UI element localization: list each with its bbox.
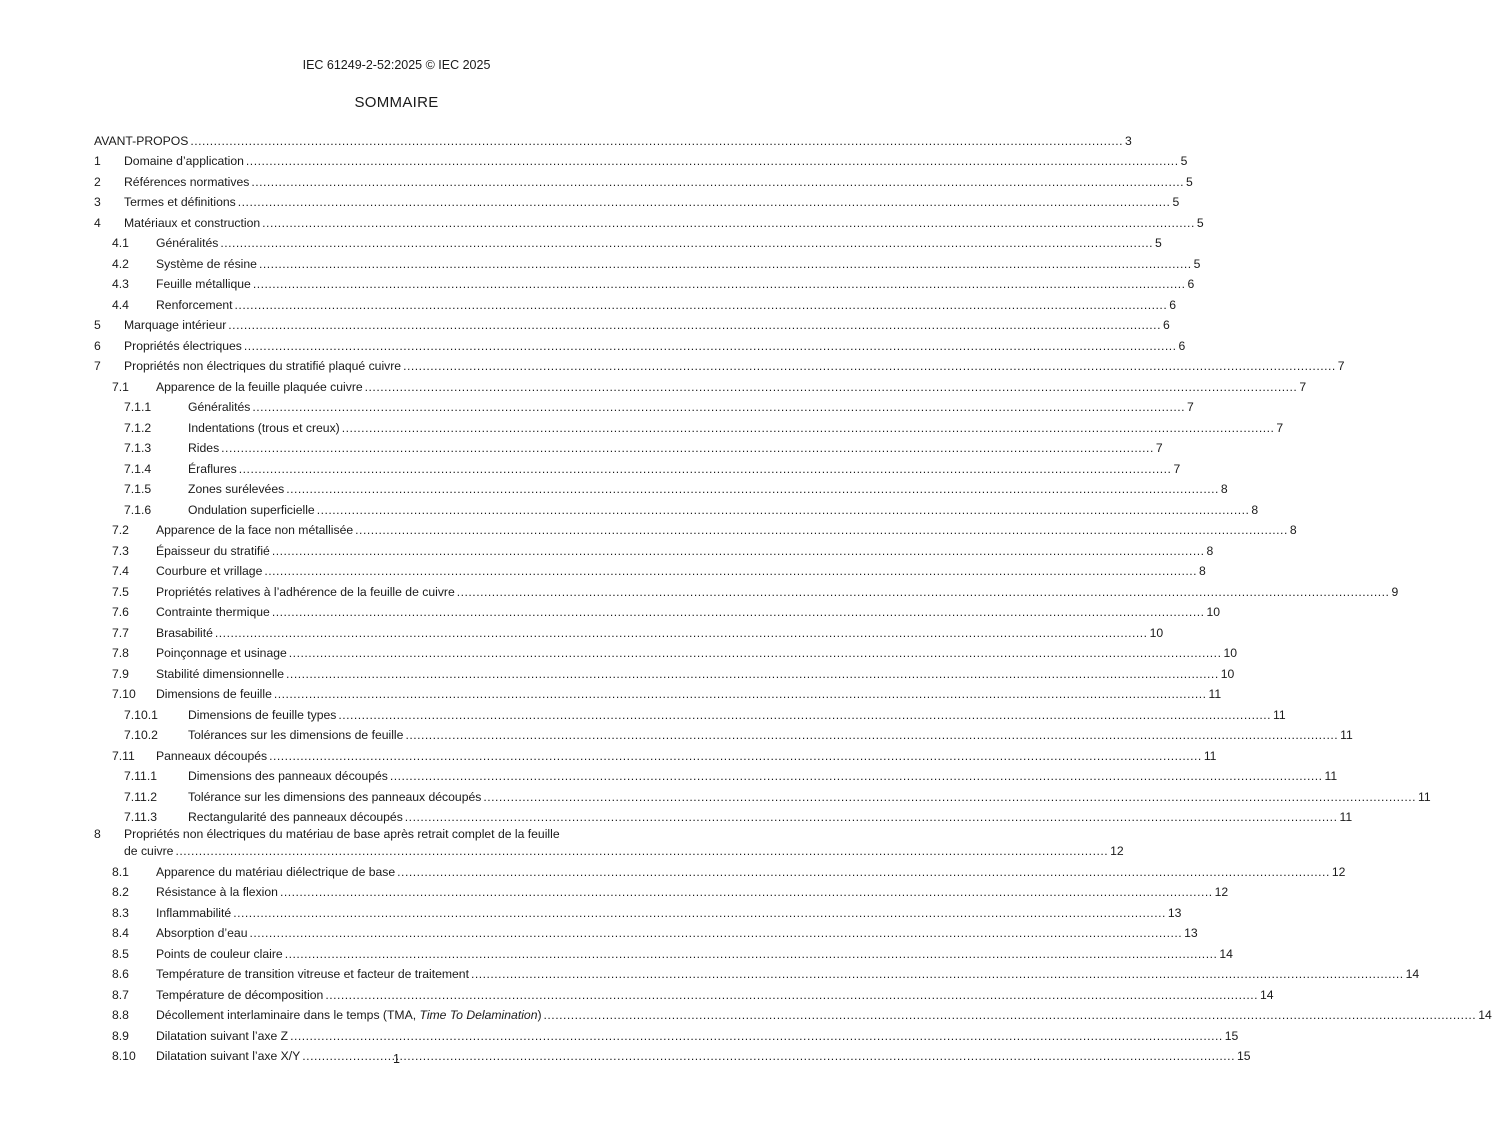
- toc-leader-dots: [253, 277, 1186, 291]
- toc-page-number: 3: [1125, 133, 1132, 148]
- toc-entry[interactable]: [94, 920, 1198, 941]
- toc-page-number: 15: [1224, 1028, 1239, 1043]
- toc-entry[interactable]: [94, 940, 1233, 961]
- toc-entry-number: 8.4: [112, 926, 129, 940]
- toc-entry[interactable]: [94, 189, 1180, 210]
- toc-leader-dots: [365, 380, 1298, 394]
- toc-page-number: 12: [1331, 864, 1346, 879]
- toc-entry[interactable]: [94, 373, 1307, 394]
- toc-entry-text: Température de transition vitreuse et facteur de traitement: [156, 967, 469, 981]
- toc-entry-text-italic: Time To Delamination: [419, 1008, 538, 1022]
- toc-entry[interactable]: [94, 414, 1284, 435]
- toc-section-main: [94, 127, 1431, 824]
- toc-entry-number: 7.7: [112, 625, 129, 640]
- toc-page-number: 11: [1324, 769, 1338, 783]
- toc-entry-text: Marquage intérieur: [124, 318, 227, 332]
- toc-leader-dots: [190, 134, 1123, 148]
- toc-entry-text: Zones surélevées: [188, 482, 285, 496]
- toc-entry-text: Propriétés relatives à l’adhérence de la feuille de cuivre: [156, 584, 455, 599]
- toc-leader-dots: [272, 605, 1205, 619]
- toc-entry-text: Éraflures: [188, 461, 237, 476]
- toc-entry-text: Poinçonnage et usinage: [156, 646, 287, 660]
- toc-entry-number: 6: [94, 338, 101, 353]
- toc-entry[interactable]: [94, 353, 1345, 374]
- toc-entry-text: Courbure et vrillage: [156, 564, 263, 578]
- toc-entry[interactable]: [94, 127, 1132, 148]
- toc-entry-text: Renforcement: [156, 297, 233, 312]
- toc-leader-dots: [338, 708, 1271, 722]
- toc-entry-8-line1: [94, 827, 560, 841]
- toc-entry-number: 7.9: [112, 666, 129, 681]
- toc-leader-dots: [483, 790, 1416, 804]
- toc-entry-text: Généralités: [188, 400, 251, 414]
- toc-leader-dots: [221, 441, 1154, 455]
- toc-leader-dots: [285, 947, 1218, 961]
- toc-leader-dots: [457, 585, 1390, 599]
- toc-entry[interactable]: [94, 496, 1259, 517]
- toc-entry-number: 7.10.1: [124, 707, 158, 722]
- toc-leader-dots: [252, 400, 1185, 414]
- toc-entry-number: 7.11: [112, 748, 135, 763]
- toc-entry-number: 4.3: [112, 277, 129, 291]
- toc-entry-number: 8.10: [112, 1049, 136, 1063]
- toc-leader-dots: [405, 810, 1338, 824]
- toc-entry-number: 8.8: [112, 1008, 129, 1022]
- toc-entry-text: Feuille métallique: [156, 277, 251, 291]
- toc-entry-text: Domaine d’application: [124, 154, 244, 168]
- toc-entry[interactable]: [94, 879, 1229, 900]
- toc-entry[interactable]: [94, 1002, 1492, 1023]
- toc-leader-dots: [342, 421, 1275, 435]
- toc-entry-number: 7.1: [112, 379, 129, 394]
- toc-entry[interactable]: [94, 332, 1186, 353]
- toc-entry[interactable]: [94, 619, 1164, 640]
- page-title: SOMMAIRE: [354, 94, 439, 111]
- toc-entry-text: Tolérances sur les dimensions de feuille: [188, 728, 404, 742]
- toc-page-number: 13: [1167, 905, 1182, 920]
- toc-page-number: 7: [1276, 420, 1284, 435]
- toc-leader-dots: [290, 1029, 1223, 1043]
- toc-entry-text: AVANT-PROPOS: [94, 133, 189, 148]
- toc-leader-dots: [405, 728, 1338, 742]
- toc-page-number: 11: [1208, 687, 1222, 701]
- toc-entry-text: Propriétés non électriques du matériau de base après retrait complet de la feuille: [124, 827, 560, 841]
- toc-page-number: 8: [1199, 564, 1206, 578]
- toc-entry[interactable]: [94, 291, 1176, 312]
- toc-entry[interactable]: [94, 981, 1274, 1002]
- toc-entry-text: Inflammabilité: [156, 905, 232, 920]
- toc-page-number: 12: [1110, 844, 1124, 858]
- toc-section-8: [94, 858, 1492, 1063]
- toc-entry-text: Apparence de la feuille plaquée cuivre: [156, 379, 363, 394]
- toc-leader-dots: [289, 646, 1222, 660]
- toc-leader-dots: [238, 195, 1171, 209]
- toc-page-number: 7: [1173, 461, 1181, 476]
- toc-entry[interactable]: [94, 148, 1188, 169]
- toc-entry-number: 8.9: [112, 1028, 129, 1043]
- toc-page-number: 5: [1155, 236, 1162, 250]
- toc-entry-text: Références normatives: [124, 174, 250, 189]
- toc-page-number: 12: [1214, 885, 1229, 899]
- toc-entry[interactable]: [94, 312, 1170, 333]
- toc-leader-dots: [355, 523, 1288, 537]
- toc-page-number: 5: [1193, 256, 1201, 271]
- toc-entry-text: Dimensions de feuille: [156, 687, 272, 701]
- toc-entry-number: 7.5: [112, 584, 129, 599]
- toc-leader-dots: [215, 626, 1148, 640]
- toc-entry[interactable]: [94, 394, 1194, 415]
- toc-leader-dots: [259, 257, 1192, 271]
- toc-entry[interactable]: [94, 660, 1235, 681]
- toc-entry-number: 7.3: [112, 543, 129, 558]
- toc-entry-number: 7.1.1: [124, 400, 152, 414]
- toc-leader-dots: [249, 926, 1182, 940]
- toc-entry-text: Dimensions de feuille types: [188, 707, 337, 722]
- toc-entry[interactable]: [94, 961, 1420, 982]
- toc-entry[interactable]: [94, 558, 1206, 579]
- toc-entry-number: 7.1.3: [124, 441, 152, 455]
- toc-leader-dots: [244, 339, 1177, 353]
- toc-entry-number: 8.3: [112, 905, 129, 920]
- toc-entry-text: Généralités: [156, 236, 219, 250]
- toc-entry-text-part: ): [537, 1008, 542, 1022]
- toc-leader-dots: [403, 359, 1336, 373]
- toc-leader-dots: [325, 988, 1258, 1002]
- toc-entry[interactable]: [94, 578, 1399, 599]
- toc-entry-text: Dilatation suivant l’axe Z: [156, 1028, 289, 1043]
- toc-page-number: 7: [1299, 379, 1307, 394]
- toc-entry-text: Propriétés électriques: [124, 338, 242, 353]
- toc-page-number: 5: [1196, 215, 1204, 230]
- document-header: IEC 61249-2-52:2025 © IEC 2025: [302, 58, 491, 72]
- toc-entry-text: Épaisseur du stratifié: [156, 543, 270, 558]
- toc-page-number: 6: [1162, 318, 1170, 332]
- toc-leader-dots: [274, 687, 1207, 701]
- toc-entry-number: 8.2: [112, 885, 129, 899]
- toc-entry-text: Propriétés non électriques du stratifié plaqué cuivre: [124, 359, 402, 373]
- toc-page-number: 11: [1203, 748, 1217, 763]
- toc-entry-number: 7.11.3: [124, 810, 157, 824]
- toc-entry[interactable]: [94, 517, 1297, 538]
- toc-entry[interactable]: [94, 640, 1238, 661]
- toc-leader-dots: [269, 749, 1202, 763]
- toc-entry-number: 5: [94, 318, 101, 332]
- toc-entry[interactable]: [94, 271, 1195, 292]
- toc-entry-number: 7.11.2: [124, 789, 157, 804]
- toc-entry-text: Panneaux découpés: [156, 748, 268, 763]
- toc-entry-text: Tolérance sur les dimensions des panneaux découpés: [188, 789, 482, 804]
- toc-page-number: 8: [1206, 543, 1214, 558]
- toc-leader-dots: [235, 298, 1168, 312]
- toc-entry[interactable]: [94, 168, 1193, 189]
- toc-entry-number: 8: [94, 827, 101, 841]
- toc-entry-text: Points de couleur claire: [156, 946, 283, 961]
- toc-entry[interactable]: [94, 1022, 1239, 1043]
- toc-leader-dots: [246, 154, 1179, 168]
- toc-page-number: 7: [1155, 441, 1163, 455]
- toc-entry-text: Indentations (trous et creux): [188, 420, 340, 435]
- toc-entry-text: Température de décomposition: [156, 987, 324, 1002]
- toc-page-number: 10: [1206, 605, 1221, 619]
- toc-entry-text: Apparence de la face non métallisée: [156, 523, 354, 537]
- toc-entry-number: 1: [94, 154, 101, 168]
- toc-entry[interactable]: [94, 701, 1286, 722]
- toc-entry-text: de cuivre: [124, 844, 174, 858]
- toc-page-number: 6: [1178, 338, 1186, 353]
- toc-leader-dots: [262, 216, 1195, 230]
- toc-page-number: 8: [1251, 502, 1259, 517]
- toc-page-number: 11: [1339, 810, 1353, 824]
- toc-entry[interactable]: [94, 476, 1228, 497]
- toc-page-number: 14: [1478, 1008, 1492, 1022]
- toc-entry-number: 7.8: [112, 646, 129, 660]
- toc-page-number: 15: [1236, 1049, 1251, 1063]
- toc-page-number: 6: [1169, 297, 1176, 312]
- toc-leader-dots: [233, 906, 1166, 920]
- toc-entry-number: 4.2: [112, 256, 129, 271]
- toc-entry-number: 7.4: [112, 564, 129, 578]
- toc-entry-number: 7: [94, 359, 101, 373]
- toc-entry[interactable]: [94, 537, 1214, 558]
- toc-page-number: 8: [1220, 482, 1228, 496]
- toc-entry-number: 8.7: [112, 987, 129, 1002]
- toc-entry-text: Rides: [188, 441, 220, 455]
- toc-entry[interactable]: [94, 899, 1182, 920]
- toc-entry-8-line2: [124, 844, 1124, 858]
- toc-page-number: 14: [1260, 987, 1274, 1002]
- toc-entry-number: 7.1.5: [124, 482, 152, 496]
- toc-entry-number: 7.11.1: [124, 769, 157, 783]
- toc-page-number: 5: [1186, 174, 1193, 189]
- toc-leader-dots: [251, 175, 1184, 189]
- toc-leader-dots: [544, 1008, 1477, 1022]
- toc-entry-text: Matériaux et construction: [124, 215, 261, 230]
- toc-entry[interactable]: [94, 742, 1217, 763]
- toc-entry-number: 7.1.2: [124, 420, 152, 435]
- toc-entry[interactable]: [94, 783, 1431, 804]
- toc-entry[interactable]: [94, 722, 1353, 743]
- toc-entry-text: Dimensions des panneaux découpés: [188, 769, 388, 783]
- toc-entry-text: Termes et définitions: [124, 195, 236, 209]
- toc-page-number: 14: [1405, 967, 1420, 981]
- toc-page-number: 10: [1220, 666, 1235, 681]
- toc-page-number: 10: [1223, 646, 1238, 660]
- toc-entry-number: 8.6: [112, 967, 129, 981]
- toc-entry-number: 4.4: [112, 297, 129, 312]
- toc-page-number: 14: [1219, 946, 1233, 961]
- toc-page-number: 11: [1340, 728, 1353, 742]
- toc-entry-number: 4: [94, 215, 101, 230]
- toc-page-number: 7: [1337, 359, 1345, 373]
- toc-entry-text: Stabilité dimensionnelle: [156, 666, 285, 681]
- toc-entry[interactable]: [94, 763, 1338, 784]
- toc-leader-dots: [272, 544, 1205, 558]
- toc-entry-number: 7.6: [112, 605, 129, 619]
- toc-leader-dots: [239, 462, 1172, 476]
- toc-entry-text: Contrainte thermique: [156, 605, 270, 619]
- toc-entry-text: [156, 1008, 542, 1022]
- toc-entry-text: Système de résine: [156, 256, 257, 271]
- toc-entry-8[interactable]: [94, 824, 1124, 858]
- toc-page-number: 11: [1273, 707, 1286, 722]
- toc-entry-text: Absorption d’eau: [156, 926, 248, 940]
- toc-leader-dots: [390, 769, 1323, 783]
- toc-entry[interactable]: [94, 455, 1181, 476]
- toc-leader-dots: [280, 885, 1213, 899]
- toc-page-number: 10: [1149, 625, 1164, 640]
- toc-entry-number: 7.1.4: [124, 461, 152, 476]
- toc-entry[interactable]: [94, 435, 1163, 456]
- toc-entry[interactable]: [94, 250, 1201, 271]
- toc-page-number: 8: [1289, 523, 1297, 537]
- toc-entry-text: Ondulation superficielle: [188, 502, 315, 517]
- toc-entry[interactable]: [94, 209, 1204, 230]
- toc-page-number: 5: [1172, 195, 1180, 209]
- toc-entry-number: 4.1: [112, 236, 129, 250]
- toc-entry-text: Brasabilité: [156, 625, 213, 640]
- toc-entry-text: Dilatation suivant l’axe X/Y: [156, 1049, 301, 1063]
- toc-entry[interactable]: [94, 681, 1222, 702]
- toc-page-number: 9: [1391, 584, 1399, 599]
- toc-entry[interactable]: [94, 804, 1353, 825]
- toc-entry[interactable]: [94, 858, 1346, 879]
- toc-entry-text-part: Décollement interlaminaire dans le temps (TMA,: [156, 1008, 420, 1022]
- toc-leader-dots: [286, 667, 1219, 681]
- toc-leader-dots: [228, 318, 1161, 332]
- toc-leader-dots: [175, 844, 1108, 858]
- page-number: 1: [393, 1052, 400, 1066]
- toc-entry-text: Apparence du matériau diélectrique de base: [156, 864, 396, 879]
- toc-entry-text: Rectangularité des panneaux découpés: [188, 810, 403, 824]
- toc-leader-dots: [286, 482, 1219, 496]
- toc-page-number: 13: [1184, 926, 1198, 940]
- toc-leader-dots: [264, 564, 1197, 578]
- toc-entry[interactable]: [94, 230, 1162, 251]
- toc-entry-number: 7.1.6: [124, 502, 152, 517]
- toc-entry-number: 3: [94, 195, 101, 209]
- toc-entry-number: 7.2: [112, 523, 129, 537]
- toc-page-number: 5: [1180, 154, 1188, 168]
- toc-page-number: 6: [1187, 277, 1195, 291]
- toc-leader-dots: [397, 865, 1330, 879]
- toc-entry-number: 8.1: [112, 864, 129, 879]
- toc-entry-number: 8.5: [112, 946, 129, 961]
- toc-leader-dots: [471, 967, 1404, 981]
- toc-entry-number: 2: [94, 174, 101, 189]
- toc-page-number: 11: [1418, 789, 1431, 804]
- toc-entry-number: 7.10: [112, 687, 136, 701]
- toc-leader-dots: [220, 236, 1153, 250]
- toc-leader-dots: [317, 503, 1250, 517]
- toc-entry-text: Résistance à la flexion: [156, 885, 278, 899]
- toc-entry-number: 7.10.2: [124, 728, 158, 742]
- toc-page-number: 7: [1187, 400, 1194, 414]
- toc-entry[interactable]: [94, 599, 1221, 620]
- table-of-contents: [94, 127, 1492, 1063]
